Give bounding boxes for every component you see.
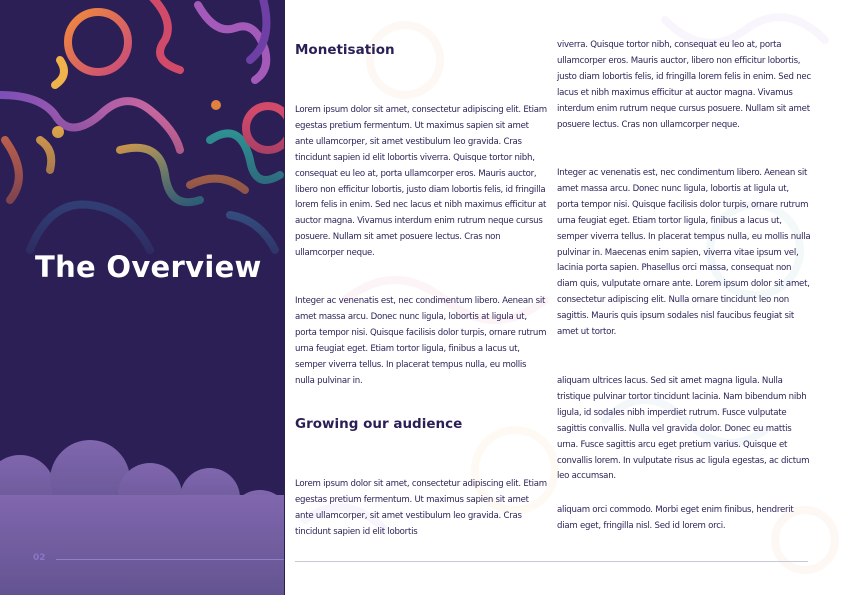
footer-rule <box>295 561 808 562</box>
page-number: 02 <box>33 553 46 563</box>
section-heading-monetisation: Monetisation <box>295 42 395 58</box>
footer-rule <box>56 559 284 560</box>
section-heading-growing-audience: Growing our audience <box>295 416 463 432</box>
paragraph: aliquam orci commodo. Morbi eget enim finibus, hendrerit diam eget, fringilla nisl. Sed id lorem orci. <box>557 505 794 531</box>
decorative-squiggles <box>0 0 284 595</box>
paragraph: Integer ac venenatis est, nec condimentum libero. Aenean sit amet massa arcu. Donec nunc ligula, lobortis at ligula ut, porta tempor nisi. Quisque facilisis dolor turpis, ornare rutrum urna feugiat eget. Etiam tortor ligula, finibus a lacus ut, semper viverra tellus. In placerat tempus nulla, eu mollis nulla pulvinar in. <box>295 296 547 386</box>
paragraph: Integer ac venenatis est, nec condimentum libero. Aenean sit amet massa arcu. Donec nunc ligula, lobortis at ligula ut, porta tempor nisi. Quisque facilisis dolor turpis, ornare rutrum urna feugiat eget. Etiam tortor ligula, finibus a lacus ut, semper viverra tellus. In placerat tempus nulla, eu mollis nulla pulvinar in. Maecenas enim sapien, viverra vitae ipsum vel, lacinia porta sapien. Phasellus orci massa, consequat non diam quis, vulputate ornare ante. Lorem ipsum dolor sit amet, consectetur adipiscing elit. Nulla ornare tincidunt leo non sagittis. Mauris quis ipsum sodales nisl faucibus feugiat sit amet ut tortor. <box>557 168 811 338</box>
paragraph: viverra. Quisque tortor nibh, consequat eu leo at, porta ullamcorper eros. Mauris auctor, libero non efficitur lobortis, justo diam lobortis felis, id fringilla lorem felis in enim. Sed nec lacus et nibh maximus efficitur at auctor magna. Vivamus interdum enim rutrum neque cursus posuere. Nullam sit amet posuere lectus. Cras non ullamcorper neque. <box>557 40 811 130</box>
paragraph: Lorem ipsum dolor sit amet, consectetur adipiscing elit. Etiam egestas pretium fermentum. Ut maximus sapien sit amet ante ullamcorper, sit amet vestibulum leo gravida. Cras tincidunt sapien id elit lobortis <box>295 479 547 537</box>
paragraph: aliquam ultrices lacus. Sed sit amet magna ligula. Nulla tristique pulvinar tortor tincidunt lacinia. Nam bibendum nibh ligula, id sodales nibh imperdiet rutrum. Fusce vulputate sagittis convallis. Nulla vel gravida dolor. Donec eu mattis urna. Fusce sagittis arcu eget pretium varius. Quisque et convallis lorem. In vulputate risus ac ligula egestas, ac dictum leo accumsan. <box>557 376 810 482</box>
page-title: The Overview <box>35 250 262 284</box>
paragraph: Lorem ipsum dolor sit amet, consectetur adipiscing elit. Etiam egestas pretium fermentum. Ut maximus sapien sit amet ante ullamcorper, sit amet vestibulum leo gravida. Cras tincidunt sapien id elit lobortis viverra. Quisque tortor nibh, consequat eu leo at, porta ullamcorper eros. Mauris auctor, libero non efficitur lobortis, justo diam lobortis felis, id fringilla lorem felis in enim. Sed nec lacus et nibh maximus efficitur at auctor magna. Vivamus interdum enim rutrum neque cursus posuere. Nullam sit amet posuere lectus. Cras non ullamcorper neque. <box>295 105 547 259</box>
cover-panel <box>0 0 284 595</box>
